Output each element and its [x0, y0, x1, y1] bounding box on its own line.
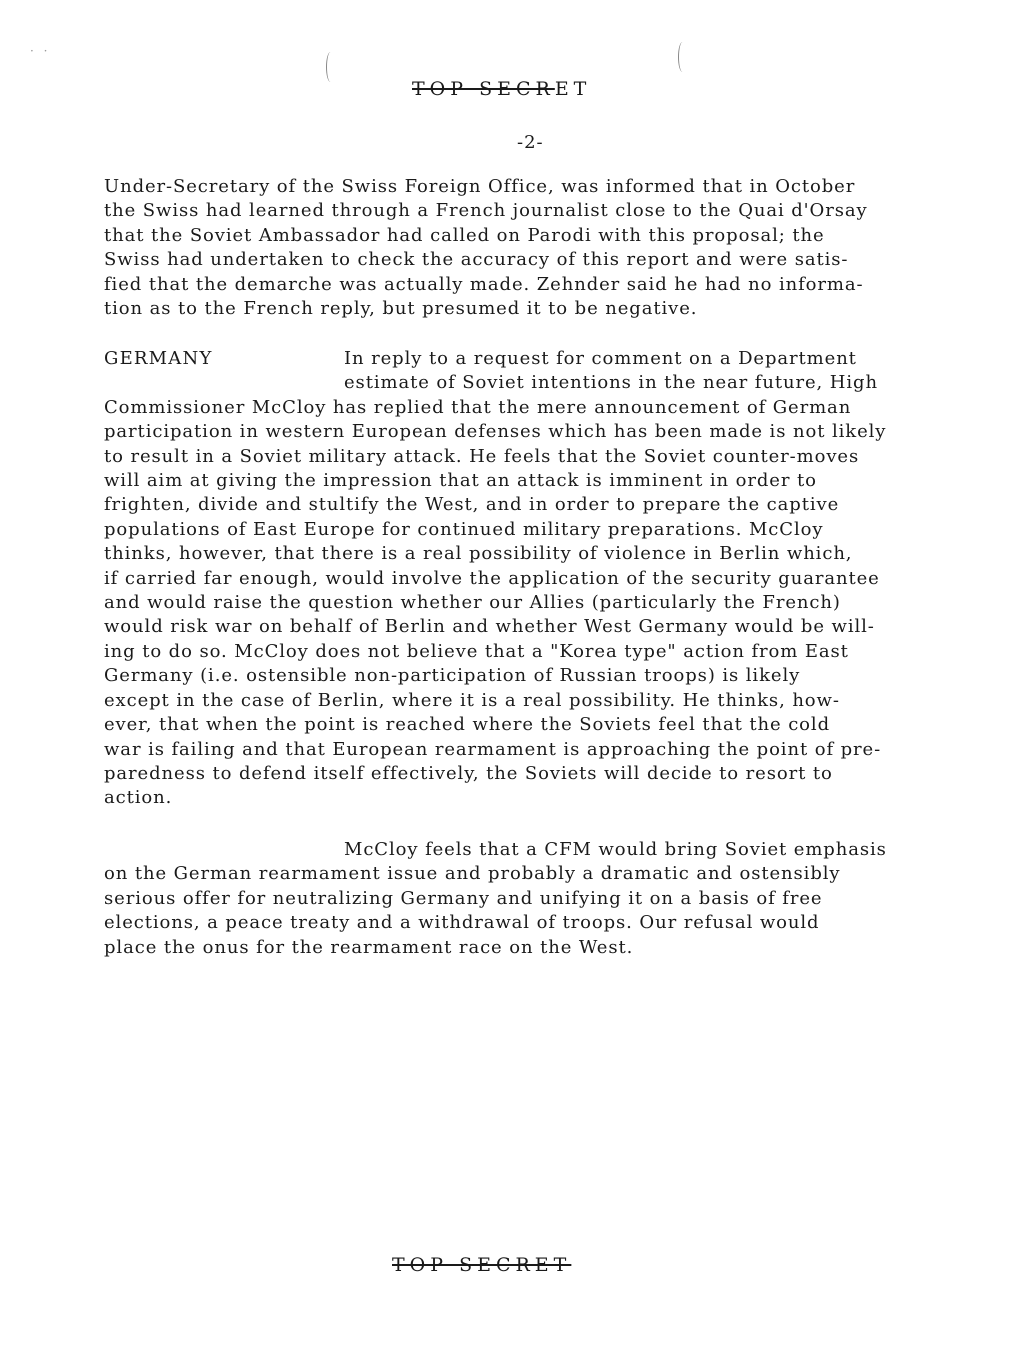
text-line: paredness to defend itself effectively, the Soviets will decide to resort to [104, 762, 833, 784]
text-line: ever, that when the point is reached where the Soviets feel that the cold [104, 714, 830, 736]
germany-paragraph [104, 347, 930, 811]
text-line: action. [104, 787, 173, 809]
text-line: populations of East Europe for continued military preparations. McCloy [104, 518, 824, 540]
text-line: if carried far enough, would involve the application of the security guarantee [104, 567, 880, 589]
text-line: would risk war on behalf of Berlin and whether West Germany would be will- [104, 616, 875, 638]
text-line: to result in a Soviet military attack. He feels that the Soviet counter-moves [104, 445, 860, 467]
header-classification-stamp [412, 78, 591, 100]
text-line: that the Soviet Ambassador had called on Parodi with this proposal; the [104, 224, 825, 246]
text-line: Under-Secretary of the Swiss Foreign Office, was informed that in October [104, 176, 856, 197]
text-line: serious offer for neutralizing Germany and unifying it on a basis of free [104, 887, 823, 909]
header-classification-struck: TOP SECR [412, 78, 555, 100]
text-line: Germany (i.e. ostensible non-participation of Russian troops) is likely [104, 665, 801, 687]
footer-classification-text: TOP SECRET [392, 1254, 572, 1276]
text-line: place the onus for the rearmament race on the West. [104, 936, 634, 958]
header-classification-rest: ET [554, 78, 592, 100]
text-line: tion as to the French reply, but presumed it to be negative. [104, 298, 698, 320]
text-line: and would raise the question whether our Allies (particularly the French) [104, 592, 841, 614]
text-line: Swiss had undertaken to check the accuracy of this report and were satis- [104, 249, 849, 271]
text-line: participation in western European defenses which has been made is not likely [104, 421, 887, 443]
page-number: -2- [517, 132, 544, 153]
section-heading-germany: GERMANY [104, 348, 213, 369]
text-line: frighten, divide and stultify the West, and in order to prepare the captive [104, 494, 840, 516]
text-line: fied that the demarche was actually made. Zehnder said he had no informa- [104, 273, 864, 295]
footer-classification-stamp [392, 1254, 571, 1276]
text-line: the Swiss had learned through a French journalist close to the Quai d'Orsay [104, 200, 868, 222]
text-line: McCloy feels that a CFM would bring Soviet emphasis [344, 839, 887, 860]
text-line: Commissioner McCloy has replied that the mere announcement of German [104, 396, 852, 418]
text-line: elections, a peace treaty and a withdrawal of troops. Our refusal would [104, 912, 820, 934]
text-line: thinks, however, that there is a real possibility of violence in Berlin which, [104, 543, 853, 565]
paper-speck: · · [30, 44, 51, 58]
text-line: except in the case of Berlin, where it is a real possibility. He thinks, how- [104, 689, 840, 711]
stray-pen-mark [326, 52, 335, 82]
swiss-paragraph [104, 175, 930, 321]
text-line: war is failing and that European rearmament is approaching the point of pre- [104, 738, 882, 760]
text-line: on the German rearmament issue and probably a dramatic and ostensibly [104, 863, 841, 885]
text-line: ing to do so. McCloy does not believe that a "Korea type" action from East [104, 640, 849, 662]
cfm-paragraph [104, 838, 930, 960]
text-line: will aim at giving the impression that an attack is imminent in order to [104, 470, 817, 492]
stray-pen-mark [678, 42, 687, 72]
text-line: In reply to a request for comment on a Department [344, 348, 857, 369]
text-line: estimate of Soviet intentions in the near future, High [344, 372, 878, 394]
